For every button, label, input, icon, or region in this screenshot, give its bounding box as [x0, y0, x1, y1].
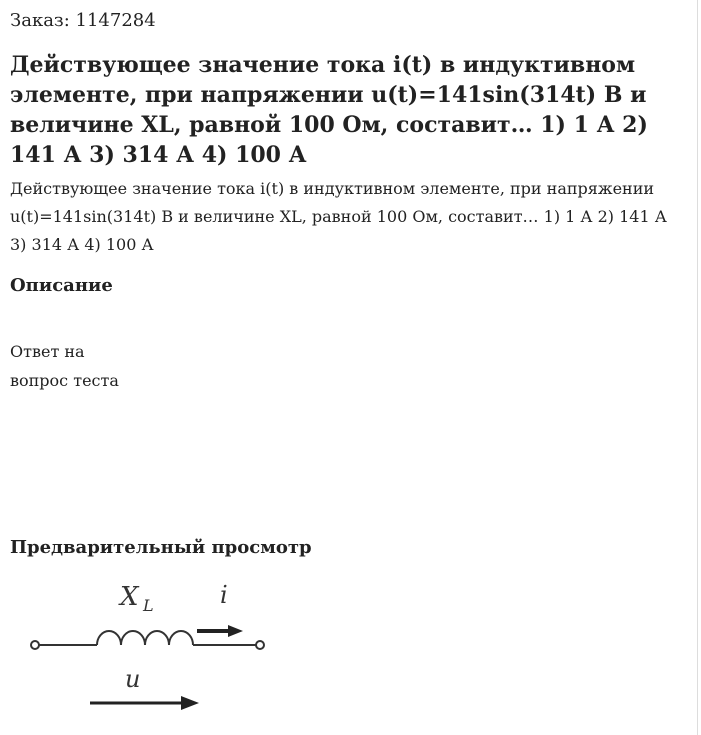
preview-heading: Предварительный просмотр — [10, 537, 312, 558]
inductor-circuit-diagram — [25, 575, 295, 720]
description-line-2: вопрос теста — [10, 371, 119, 390]
voltage-label: u — [125, 665, 141, 693]
left-terminal — [31, 641, 39, 649]
preview-image — [25, 575, 295, 720]
question-description: Действующее значение тока i(t) в индуктивном элементе, при напряжении u(t)=141sin(314t) В и величине XL, равной 100 Ом, составит… 1) 1 А 2) 141 А 3) 314 А 4) 100 А — [10, 179, 667, 254]
inductor-coil — [97, 631, 193, 645]
xl-subscript: L — [143, 596, 154, 615]
description-line-1: Ответ на — [10, 342, 85, 361]
voltage-arrow-head — [181, 696, 199, 710]
xl-label: X — [120, 582, 139, 612]
description-heading: Описание — [10, 275, 113, 296]
description-body — [10, 337, 119, 395]
page-title: Действующее значение тока i(t) в индуктивном элементе, при напряжении u(t)=141sin(314t) В и величине XL, равной 100 Ом, составит… 1) 1 А 2) 141 А 3) 314 А 4) 100 А — [10, 52, 648, 168]
current-arrow-head — [228, 625, 243, 637]
order-number: Заказ: 1147284 — [10, 10, 156, 31]
right-terminal — [256, 641, 264, 649]
current-label: i — [220, 581, 228, 609]
